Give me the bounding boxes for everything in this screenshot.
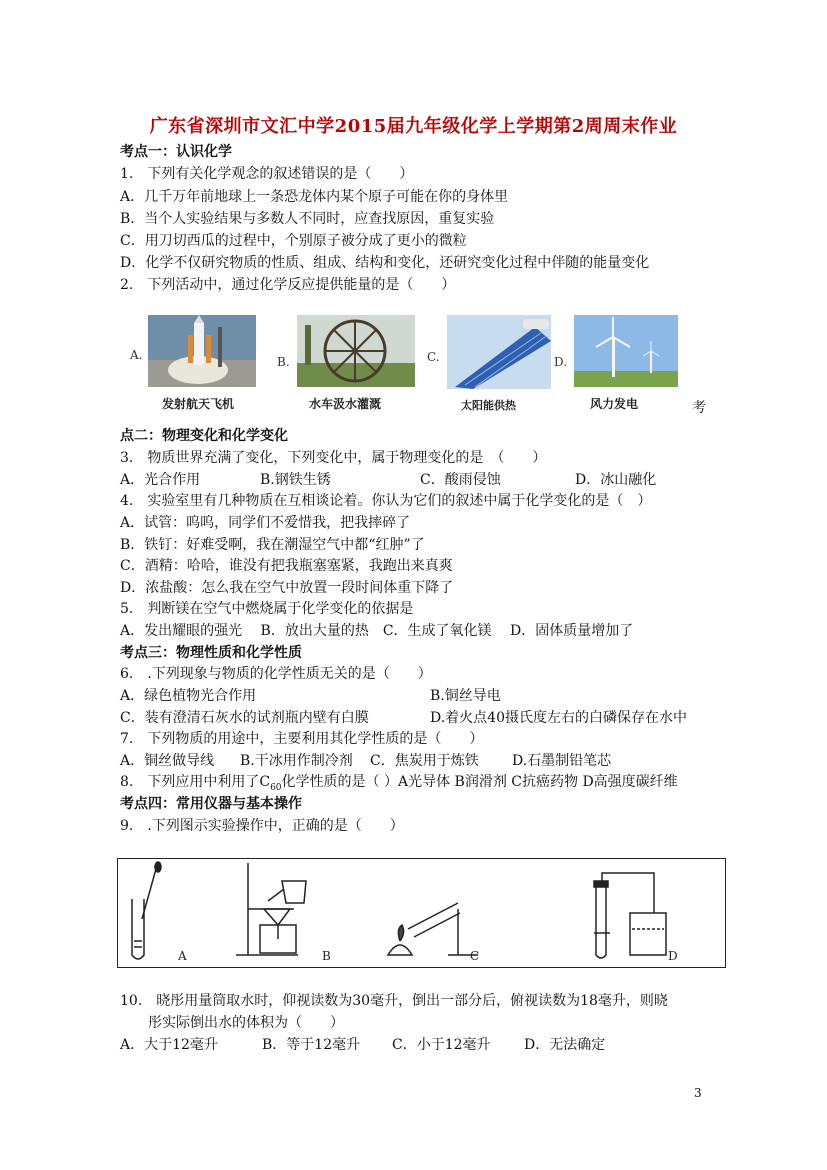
page-number: 3 bbox=[694, 1086, 702, 1100]
q9-stem: 9. .下列图示实验操作中，正确的是（ ） bbox=[120, 818, 404, 834]
q9-label-d: D bbox=[668, 949, 678, 963]
q8-text-post: 化学性质的是（ ）A光导体 B润滑剂 C抗癌药物 D高强度碳纤维 bbox=[281, 774, 678, 790]
q4-option-d: D．浓盐酸：怎么我在空气中放置一段时间体重下降了 bbox=[120, 580, 454, 596]
q6-option-b: B.铜丝导电 bbox=[430, 688, 501, 704]
q3-option-b: B.钢铁生锈 bbox=[260, 472, 331, 488]
q2-label-d: D. bbox=[554, 355, 568, 369]
lab-apparatus-drawing bbox=[118, 859, 725, 967]
q2-image-b bbox=[275, 315, 415, 415]
q2-stem: 2. 下列活动中，通过化学反应提供能量的是（ ） bbox=[120, 277, 456, 293]
q9-label-c: C bbox=[470, 949, 480, 963]
q4-stem: 4. 实验室里有几种物质在互相谈论着。你认为它们的叙述中属于化学变化的是（ ） bbox=[120, 493, 652, 509]
q3-stem: 3. 物质世界充满了变化，下列变化中，属于物理变化的是 （ ） bbox=[120, 450, 547, 466]
q5-options: A．发出耀眼的强光 B．放出大量的热 C．生成了氧化镁 D．固体质量增加了 bbox=[120, 623, 634, 639]
q10-stem-line-1: 10. 晓彤用量筒取水时，仰视读数为30毫升，倒出一部分后，俯视读数为18毫升，则晓 bbox=[120, 993, 668, 1009]
q3-option-a: A．光合作用 bbox=[120, 472, 201, 488]
q6-stem: 6. .下列现象与物质的化学性质无关的是（ ） bbox=[120, 666, 432, 682]
q2-image-d bbox=[552, 315, 682, 415]
q3-option-d: D．冰山融化 bbox=[575, 472, 657, 488]
q6-option-c: C．装有澄清石灰水的试剂瓶内壁有白膜 bbox=[120, 710, 369, 726]
section-heading-3: 考点三：物理性质和化学性质 bbox=[120, 645, 302, 661]
q3-option-c: C．酸雨侵蚀 bbox=[420, 472, 501, 488]
q2-caption-b: 水车汲水灌溉 bbox=[309, 397, 382, 411]
q6-option-a: A．绿色植物光合作用 bbox=[120, 688, 257, 704]
q2-caption-d: 风力发电 bbox=[590, 397, 639, 411]
q2-label-a: A. bbox=[130, 348, 143, 362]
q4-option-a: A．试管：呜呜，同学们不爱惜我，把我摔碎了 bbox=[120, 515, 411, 531]
q10-stem-line-2: 彤实际倒出水的体积为（ ） bbox=[148, 1015, 344, 1031]
q9-lab-operations-figure bbox=[117, 858, 726, 968]
q7-option-a: A．铜丝做导线 bbox=[120, 753, 215, 769]
q8-subscript: 60 bbox=[270, 782, 282, 793]
q1-option-c: C．用刀切西瓜的过程中，个别原子被分成了更小的微粒 bbox=[120, 233, 467, 249]
q7-stem: 7. 下列物质的用途中，主要利用其化学性质的是（ ） bbox=[120, 731, 484, 747]
q2-label-c: C. bbox=[427, 350, 440, 364]
q1-option-d: D．化学不仅研究物质的性质、组成、结构和变化，还研究变化过程中伴随的能量变化 bbox=[120, 255, 650, 271]
q1-stem: 1. 下列有关化学观念的叙述错误的是（ ） bbox=[120, 166, 414, 182]
q9-label-b: B bbox=[322, 949, 331, 963]
q2-image-c bbox=[425, 315, 555, 415]
q7-option-b: B.干冰用作制冷剂 bbox=[240, 753, 353, 769]
q2-label-b: B. bbox=[277, 355, 290, 369]
q2-caption-c: 太阳能供热 bbox=[461, 399, 516, 412]
section-heading-1: 考点一：认识化学 bbox=[120, 144, 232, 160]
document-title: 广东省深圳市文汇中学2015届九年级化学上学期第2周周末作业 bbox=[149, 116, 678, 137]
q2-caption-a: 发射航天飞机 bbox=[162, 397, 235, 411]
q1-option-b: B．当个人实验结果与多数人不同时，应查找原因，重复实验 bbox=[120, 211, 495, 227]
section-heading-2-prefix: 考 bbox=[692, 400, 706, 416]
q2-image-a bbox=[128, 315, 258, 415]
q1-option-a: A．几千万年前地球上一条恐龙体内某个原子可能在你的身体里 bbox=[120, 189, 509, 205]
section-heading-4: 考点四：常用仪器与基本操作 bbox=[120, 796, 302, 812]
q5-stem: 5. 判断镁在空气中燃烧属于化学变化的依据是 bbox=[120, 601, 414, 617]
q6-option-d: D.着火点40摄氏度左右的白磷保存在水中 bbox=[430, 710, 687, 726]
q9-label-a: A bbox=[178, 949, 187, 963]
q8-text-pre: 8. 下列应用中利用了C bbox=[120, 774, 271, 790]
q10-option-c: C．小于12毫升 bbox=[392, 1037, 491, 1053]
q4-option-b: B．铁钉：好难受啊，我在潮湿空气中都“红肿”了 bbox=[120, 537, 425, 553]
q7-option-c: C．焦炭用于炼铁 bbox=[370, 753, 479, 769]
q7-option-d: D.石墨制铅笔芯 bbox=[512, 753, 612, 769]
q10-option-a: A．大于12毫升 bbox=[120, 1037, 218, 1053]
section-heading-2: 点二：物理变化和化学变化 bbox=[120, 428, 288, 444]
q10-option-d: D．无法确定 bbox=[524, 1037, 606, 1053]
q10-option-b: B．等于12毫升 bbox=[262, 1037, 361, 1053]
q4-option-c: C．酒精：哈哈，谁没有把我瓶塞塞紧，我跑出来真爽 bbox=[120, 558, 453, 574]
